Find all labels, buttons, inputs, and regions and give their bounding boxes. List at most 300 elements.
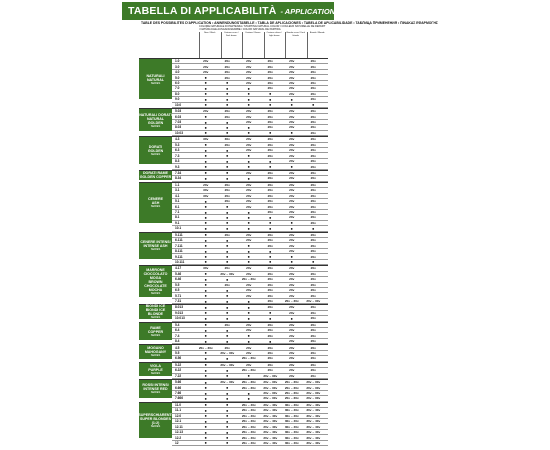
developer-volume: 20v [310, 210, 316, 215]
developer-volume: 20v [267, 193, 273, 198]
series-suffix: SERIES [150, 81, 161, 85]
shade-code: 5.1 [175, 199, 180, 204]
developer-volume: 20v ~ 30v [284, 380, 299, 385]
not-applicable-dot: ● [269, 164, 272, 170]
developer-volume: 20v [289, 373, 295, 378]
not-applicable-dot: ● [204, 91, 207, 97]
developer-volume: 20v [310, 188, 316, 193]
developer-volume: 20v [289, 345, 295, 350]
developer-volume: 20v [289, 142, 295, 147]
shade-code: 9.0 [175, 97, 180, 102]
not-applicable-dot: ● [290, 164, 293, 170]
developer-volume: 20v ~ 40v [241, 419, 256, 424]
not-applicable-dot: ● [204, 204, 207, 210]
developer-volume: 20v [203, 109, 209, 114]
not-applicable-dot: ● [269, 91, 272, 97]
developer-volume: 20v [246, 59, 252, 64]
developer-volume: 20v [246, 114, 252, 119]
developer-volume: 20v [246, 362, 252, 367]
not-applicable-dot: ● [269, 102, 272, 108]
color-series-group [139, 322, 328, 345]
not-applicable-dot: ● [226, 119, 229, 125]
not-applicable-dot: ● [204, 298, 207, 304]
page-title-english: - APPLICATION TABLE [280, 6, 362, 16]
not-applicable-dot: ● [204, 355, 207, 361]
developer-volume: 20v [246, 170, 252, 175]
developer-volume: 20v [289, 322, 295, 327]
developer-volume: 20v ~ 30v [263, 391, 278, 396]
developer-volume: 20v [267, 243, 273, 248]
not-applicable-dot: ● [247, 373, 250, 379]
series-name: NATURALI [146, 73, 165, 78]
developer-volume: 20v [246, 193, 252, 198]
not-applicable-dot: ● [290, 96, 293, 102]
not-applicable-dot: ● [226, 130, 229, 136]
developer-volume: 20v [289, 288, 295, 293]
developer-volume: 20v [289, 188, 295, 193]
not-applicable-dot: ● [204, 429, 207, 435]
developer-volume: 30v ~ 40v [306, 419, 321, 424]
not-applicable-dot: ● [204, 327, 207, 333]
developer-volume: 20v [224, 70, 230, 75]
developer-volume: 30v ~ 40v [284, 408, 299, 413]
developer-volume: 20v [310, 86, 316, 91]
developer-volume: 20v [267, 142, 273, 147]
not-applicable-dot: ● [247, 390, 250, 396]
color-series-group [139, 108, 328, 136]
shade-code: 7.31 [175, 299, 182, 304]
developer-volume: 20v [267, 333, 273, 338]
shade-code: 10.03 [175, 130, 183, 135]
developer-volume: 20v [310, 339, 316, 344]
developer-volume: 20v ~ 30v [241, 380, 256, 385]
not-applicable-dot: ● [204, 96, 207, 102]
shade-code: 8.1 [175, 215, 180, 220]
table-row [172, 441, 328, 446]
shade-code: 5.22 [175, 362, 182, 367]
series-label [139, 403, 172, 439]
shade-code: 7.1 [175, 210, 180, 215]
developer-volume: 20v [310, 120, 316, 125]
developer-volume: 30v ~ 40v [284, 435, 299, 440]
not-applicable-dot: ● [226, 91, 229, 97]
developer-volume: 20v [289, 59, 295, 64]
shade-code: 6.4 [175, 328, 180, 333]
not-applicable-dot: ● [226, 170, 229, 176]
developer-volume: 30v ~ 40v [284, 402, 299, 407]
shade-code: 5.46 [175, 271, 182, 276]
shade-code: 11.1 [175, 408, 182, 413]
series-label [139, 323, 172, 341]
developer-volume: 20v ~ 30v [306, 385, 321, 390]
not-applicable-dot: ● [290, 315, 293, 321]
not-applicable-dot: ● [290, 130, 293, 136]
shade-code: 12.2 [175, 435, 182, 440]
series-label [139, 305, 172, 318]
application-table [139, 58, 328, 446]
not-applicable-dot: ● [226, 373, 229, 379]
developer-volume: 20v [310, 125, 316, 130]
not-applicable-dot: ● [226, 102, 229, 108]
series-name-english: INTENSE RED [143, 387, 168, 392]
developer-volume: 30v ~ 40v [284, 440, 299, 445]
developer-volume: 30v [224, 137, 230, 142]
developer-volume: 20v [310, 220, 316, 225]
not-applicable-dot: ● [204, 385, 207, 391]
developer-volume: 20v [289, 362, 295, 367]
not-applicable-dot: ● [269, 254, 272, 260]
not-applicable-dot: ● [204, 85, 207, 91]
not-applicable-dot: ● [247, 310, 250, 316]
developer-volume: 20v ~ 30v [306, 299, 321, 304]
developer-volume: 30v ~ 40v [306, 413, 321, 418]
developer-volume: 20v [310, 109, 316, 114]
developer-volume: 20v [246, 137, 252, 142]
developer-volume: 20v ~ 30v [241, 277, 256, 282]
developer-volume: 20v [246, 232, 252, 237]
series-name: MARRONE CIOCCOLATO MOGA [143, 268, 168, 281]
not-applicable-dot: ● [226, 248, 229, 254]
developer-volume: 30v [203, 266, 209, 271]
not-applicable-dot: ● [204, 237, 207, 243]
series-suffix: SERIES [150, 205, 161, 209]
not-applicable-dot: ● [226, 429, 229, 435]
developer-volume: 20v ~ 40v [263, 413, 278, 418]
not-applicable-dot: ● [204, 220, 207, 226]
not-applicable-dot: ● [247, 164, 250, 170]
series-name: VIOLA [150, 363, 161, 368]
developer-volume: 20v [289, 153, 295, 158]
not-applicable-dot: ● [269, 310, 272, 316]
developer-volume: 20v [310, 288, 316, 293]
developer-volume: 20v [246, 322, 252, 327]
developer-volume: 30v [203, 193, 209, 198]
not-applicable-dot: ● [247, 96, 250, 102]
shade-code: 3.0 [175, 64, 180, 69]
developer-volume: 20v [267, 188, 273, 193]
developer-volume: 20v [267, 328, 273, 333]
developer-volume: 20v ~ 40v [241, 424, 256, 429]
developer-volume: 20v [246, 80, 252, 85]
developer-volume: 20v ~ 30v [284, 396, 299, 401]
not-applicable-dot: ● [226, 440, 229, 446]
developer-volume: 20v ~ 30v [263, 380, 278, 385]
not-applicable-dot: ● [204, 75, 207, 81]
not-applicable-dot: ● [312, 102, 315, 108]
developer-volume: 20v [224, 232, 230, 237]
developer-volume: 20v [224, 282, 230, 287]
developer-volume: 20v ~ 40v [241, 413, 256, 418]
developer-volume: 20v [310, 193, 316, 198]
shade-code: 6.111 [175, 238, 183, 243]
developer-volume: 20v [310, 282, 316, 287]
series-label [139, 266, 172, 297]
not-applicable-dot: ● [269, 259, 272, 265]
developer-volume: 20v [267, 362, 273, 367]
developer-volume: 20v ~ 30v [241, 385, 256, 390]
series-name-english: SUPER BLONDES (1:2) [140, 416, 171, 425]
not-applicable-dot: ● [204, 102, 207, 108]
not-applicable-dot: ● [226, 225, 229, 231]
shade-code: 6.3 [175, 148, 180, 153]
developer-volume: 20v ~ 40v [263, 435, 278, 440]
developer-volume: 30v ~ 40v [306, 408, 321, 413]
shade-code: 4.1 [175, 193, 180, 198]
developer-volume: 20v [267, 356, 273, 361]
series-suffix: SERIES [150, 316, 161, 320]
shade-code: 10.0 [175, 102, 182, 107]
not-applicable-dot: ● [226, 424, 229, 430]
not-applicable-dot: ● [247, 158, 250, 164]
color-series-group [139, 265, 328, 304]
series-name-english: INTENSE ASH [143, 244, 168, 249]
series-name: SUPERSCHIARENTI [138, 412, 173, 417]
developer-volume: 20v ~ 40v [241, 402, 256, 407]
series-label [139, 137, 172, 164]
shade-code: 5.5 [175, 282, 180, 287]
developer-volume: 20v [310, 345, 316, 350]
developer-volume: 20v [310, 142, 316, 147]
shade-code: 9.1 [175, 220, 180, 225]
developer-volume: 20v [267, 80, 273, 85]
shade-code: 8.013 [175, 305, 183, 310]
not-applicable-dot: ● [290, 225, 293, 231]
developer-volume: 20v [310, 153, 316, 158]
developer-volume: 30v ~ 40v [284, 430, 299, 435]
shade-code: 6.03 [175, 114, 182, 119]
developer-volume: 20v [289, 368, 295, 373]
developer-volume: 20v [224, 114, 230, 119]
developer-volume: 20v [246, 109, 252, 114]
not-applicable-dot: ● [204, 175, 207, 181]
not-applicable-dot: ● [226, 124, 229, 130]
developer-volume: 30v ~ 40v [284, 424, 299, 429]
series-suffix: SERIES [150, 292, 161, 296]
not-applicable-dot: ● [247, 248, 250, 254]
developer-volume: 20v [310, 148, 316, 153]
developer-volume: 30v ~ 40v [306, 430, 321, 435]
not-applicable-dot: ● [204, 435, 207, 441]
developer-volume: 20v [224, 266, 230, 271]
shade-code: 3.1 [175, 188, 180, 193]
column-header: Castano scuro / Dark brown [221, 32, 242, 58]
developer-volume: 20v [267, 282, 273, 287]
developer-volume: 20v [289, 238, 295, 243]
developer-volume: 20v [267, 120, 273, 125]
developer-volume: 20v [246, 204, 252, 209]
developer-volume: 20v [310, 91, 316, 96]
developer-volume: 20v [310, 204, 316, 209]
not-applicable-dot: ● [247, 259, 250, 265]
series-name: DORATI RAME [142, 171, 169, 176]
developer-volume: 20v ~ 30v [263, 396, 278, 401]
shade-code: 1.1 [175, 182, 180, 187]
developer-volume: 20v [224, 59, 230, 64]
developer-volume: 20v [310, 232, 316, 237]
not-applicable-dot: ● [226, 96, 229, 102]
not-applicable-dot: ● [204, 282, 207, 288]
column-header: Castano chiaro / Light brown [264, 32, 285, 58]
developer-volume: 20v [310, 362, 316, 367]
column-header: Biondo scuro / Dark blonde [285, 32, 306, 58]
developer-volume: 20v ~ 30v [241, 368, 256, 373]
color-series-group [139, 170, 328, 182]
developer-volume: 20v [267, 350, 273, 355]
not-applicable-dot: ● [226, 304, 229, 310]
developer-volume: 20v ~ 30v [263, 385, 278, 390]
developer-volume: 20v [289, 170, 295, 175]
developer-volume: 20v [310, 249, 316, 254]
developer-volume: 20v [310, 75, 316, 80]
developer-volume: 20v [289, 232, 295, 237]
series-label [139, 380, 172, 398]
not-applicable-dot: ● [226, 385, 229, 391]
shade-code: 7.666 [175, 396, 183, 401]
not-applicable-dot: ● [204, 304, 207, 310]
developer-volume: 20v [310, 277, 316, 282]
not-applicable-dot: ● [204, 232, 207, 238]
shade-code: 7.3 [175, 153, 180, 158]
developer-volume: 20v [310, 350, 316, 355]
developer-volume: 20v [246, 271, 252, 276]
color-series-group [139, 344, 328, 361]
developer-volume: 20v [289, 356, 295, 361]
shade-code: 8.111 [175, 249, 183, 254]
shade-code: 5.71 [175, 293, 182, 298]
developer-volume: 20v [203, 64, 209, 69]
not-applicable-dot: ● [226, 164, 229, 170]
developer-volume: 20v [310, 333, 316, 338]
developer-volume: 20v [289, 125, 295, 130]
developer-volume: 20v [310, 373, 316, 378]
developer-volume: 20v ~ 40v [263, 402, 278, 407]
developer-volume: 20v [267, 288, 273, 293]
not-applicable-dot: ● [247, 91, 250, 97]
color-series-group [139, 232, 328, 266]
column-header: Biondo / Blonde [307, 32, 328, 58]
developer-volume: 20v [246, 70, 252, 75]
not-applicable-dot: ● [204, 310, 207, 316]
developer-volume: 20v [310, 271, 316, 276]
not-applicable-dot: ● [204, 367, 207, 373]
developer-volume: 30v ~ 40v [284, 413, 299, 418]
series-suffix: SERIES [150, 333, 161, 337]
shade-code: 6.46 [175, 277, 182, 282]
shade-code: 7.22 [175, 373, 182, 378]
developer-volume: 20v [310, 215, 316, 220]
not-applicable-dot: ● [269, 220, 272, 226]
shade-code: 7.34 [175, 170, 182, 175]
developer-volume: 20v [310, 137, 316, 142]
series-name-english: NATURAL GOLDEN [146, 116, 165, 125]
shade-code: 6.5 [175, 288, 180, 293]
not-applicable-dot: ● [204, 164, 207, 170]
not-applicable-dot: ● [204, 440, 207, 446]
not-applicable-dot: ● [226, 243, 229, 249]
series-label [139, 171, 172, 180]
not-applicable-dot: ● [226, 287, 229, 293]
developer-volume: 20v [289, 75, 295, 80]
series-name-english: COPPER [147, 329, 164, 334]
not-applicable-dot: ● [247, 220, 250, 226]
shade-code: 9.3 [175, 164, 180, 169]
developer-volume: 20v [289, 109, 295, 114]
shade-code: 5.111 [175, 232, 183, 237]
not-applicable-dot: ● [204, 350, 207, 356]
not-applicable-dot: ● [247, 315, 250, 321]
series-label [139, 183, 172, 223]
developer-volume: 20v [289, 120, 295, 125]
not-applicable-dot: ● [204, 390, 207, 396]
series-name-english: ASH [151, 201, 160, 206]
not-applicable-dot: ● [226, 254, 229, 260]
developer-volume: 20v [289, 350, 295, 355]
not-applicable-dot: ● [204, 209, 207, 215]
not-applicable-dot: ● [226, 276, 229, 282]
not-applicable-dot: ● [247, 102, 250, 108]
shade-code: 6.0 [175, 80, 180, 85]
not-applicable-dot: ● [226, 395, 229, 401]
developer-volume: 20v ~ 40v [263, 440, 278, 445]
developer-volume: 20v [289, 243, 295, 248]
shade-code: 11.0 [175, 402, 182, 407]
developer-volume: 20v [310, 368, 316, 373]
not-applicable-dot: ● [247, 153, 250, 159]
not-applicable-dot: ● [204, 271, 207, 277]
developer-volume: 20v [289, 91, 295, 96]
shade-code: 7.66 [175, 391, 182, 396]
series-name-english: GOLDEN [147, 148, 164, 153]
series-suffix: SERIES [150, 152, 161, 156]
developer-volume: 20v [289, 182, 295, 187]
developer-volume: 20v ~ 30v [241, 356, 256, 361]
developer-volume: 20v ~ 30v [284, 299, 299, 304]
not-applicable-dot: ● [247, 395, 250, 401]
developer-volume: 20v ~ 40v [263, 424, 278, 429]
series-name: CENERE [148, 197, 163, 202]
shade-code: 8.3 [175, 159, 180, 164]
not-applicable-dot: ● [269, 158, 272, 164]
shade-code: 7.111 [175, 243, 183, 248]
developer-volume: 20v [267, 368, 273, 373]
developer-volume: 20v [203, 182, 209, 187]
not-applicable-dot: ● [269, 214, 272, 220]
developer-volume: 20v [289, 70, 295, 75]
not-applicable-dot: ● [226, 327, 229, 333]
developer-volume: 20v [310, 305, 316, 310]
not-applicable-dot: ● [204, 362, 207, 368]
developer-volume: 20v [310, 170, 316, 175]
color-series-group [139, 304, 328, 321]
not-applicable-dot: ● [204, 413, 207, 419]
developer-volume: 20v ~ 40v [263, 408, 278, 413]
series-suffix: SERIES [150, 354, 161, 358]
series-suffix: SERIES [150, 424, 161, 428]
not-applicable-dot: ● [226, 355, 229, 361]
developer-volume: 20v [224, 322, 230, 327]
developer-volume: 20v [310, 159, 316, 164]
not-applicable-dot: ● [204, 287, 207, 293]
not-applicable-dot: ● [226, 85, 229, 91]
developer-volume: 20v [289, 305, 295, 310]
developer-volume: 20v [246, 282, 252, 287]
not-applicable-dot: ● [204, 293, 207, 299]
developer-volume: 20v [224, 193, 230, 198]
developer-volume: 20v [289, 215, 295, 220]
developer-volume: 20v ~ 30v [263, 373, 278, 378]
developer-volume: 20v [289, 249, 295, 254]
not-applicable-dot: ● [204, 407, 207, 413]
